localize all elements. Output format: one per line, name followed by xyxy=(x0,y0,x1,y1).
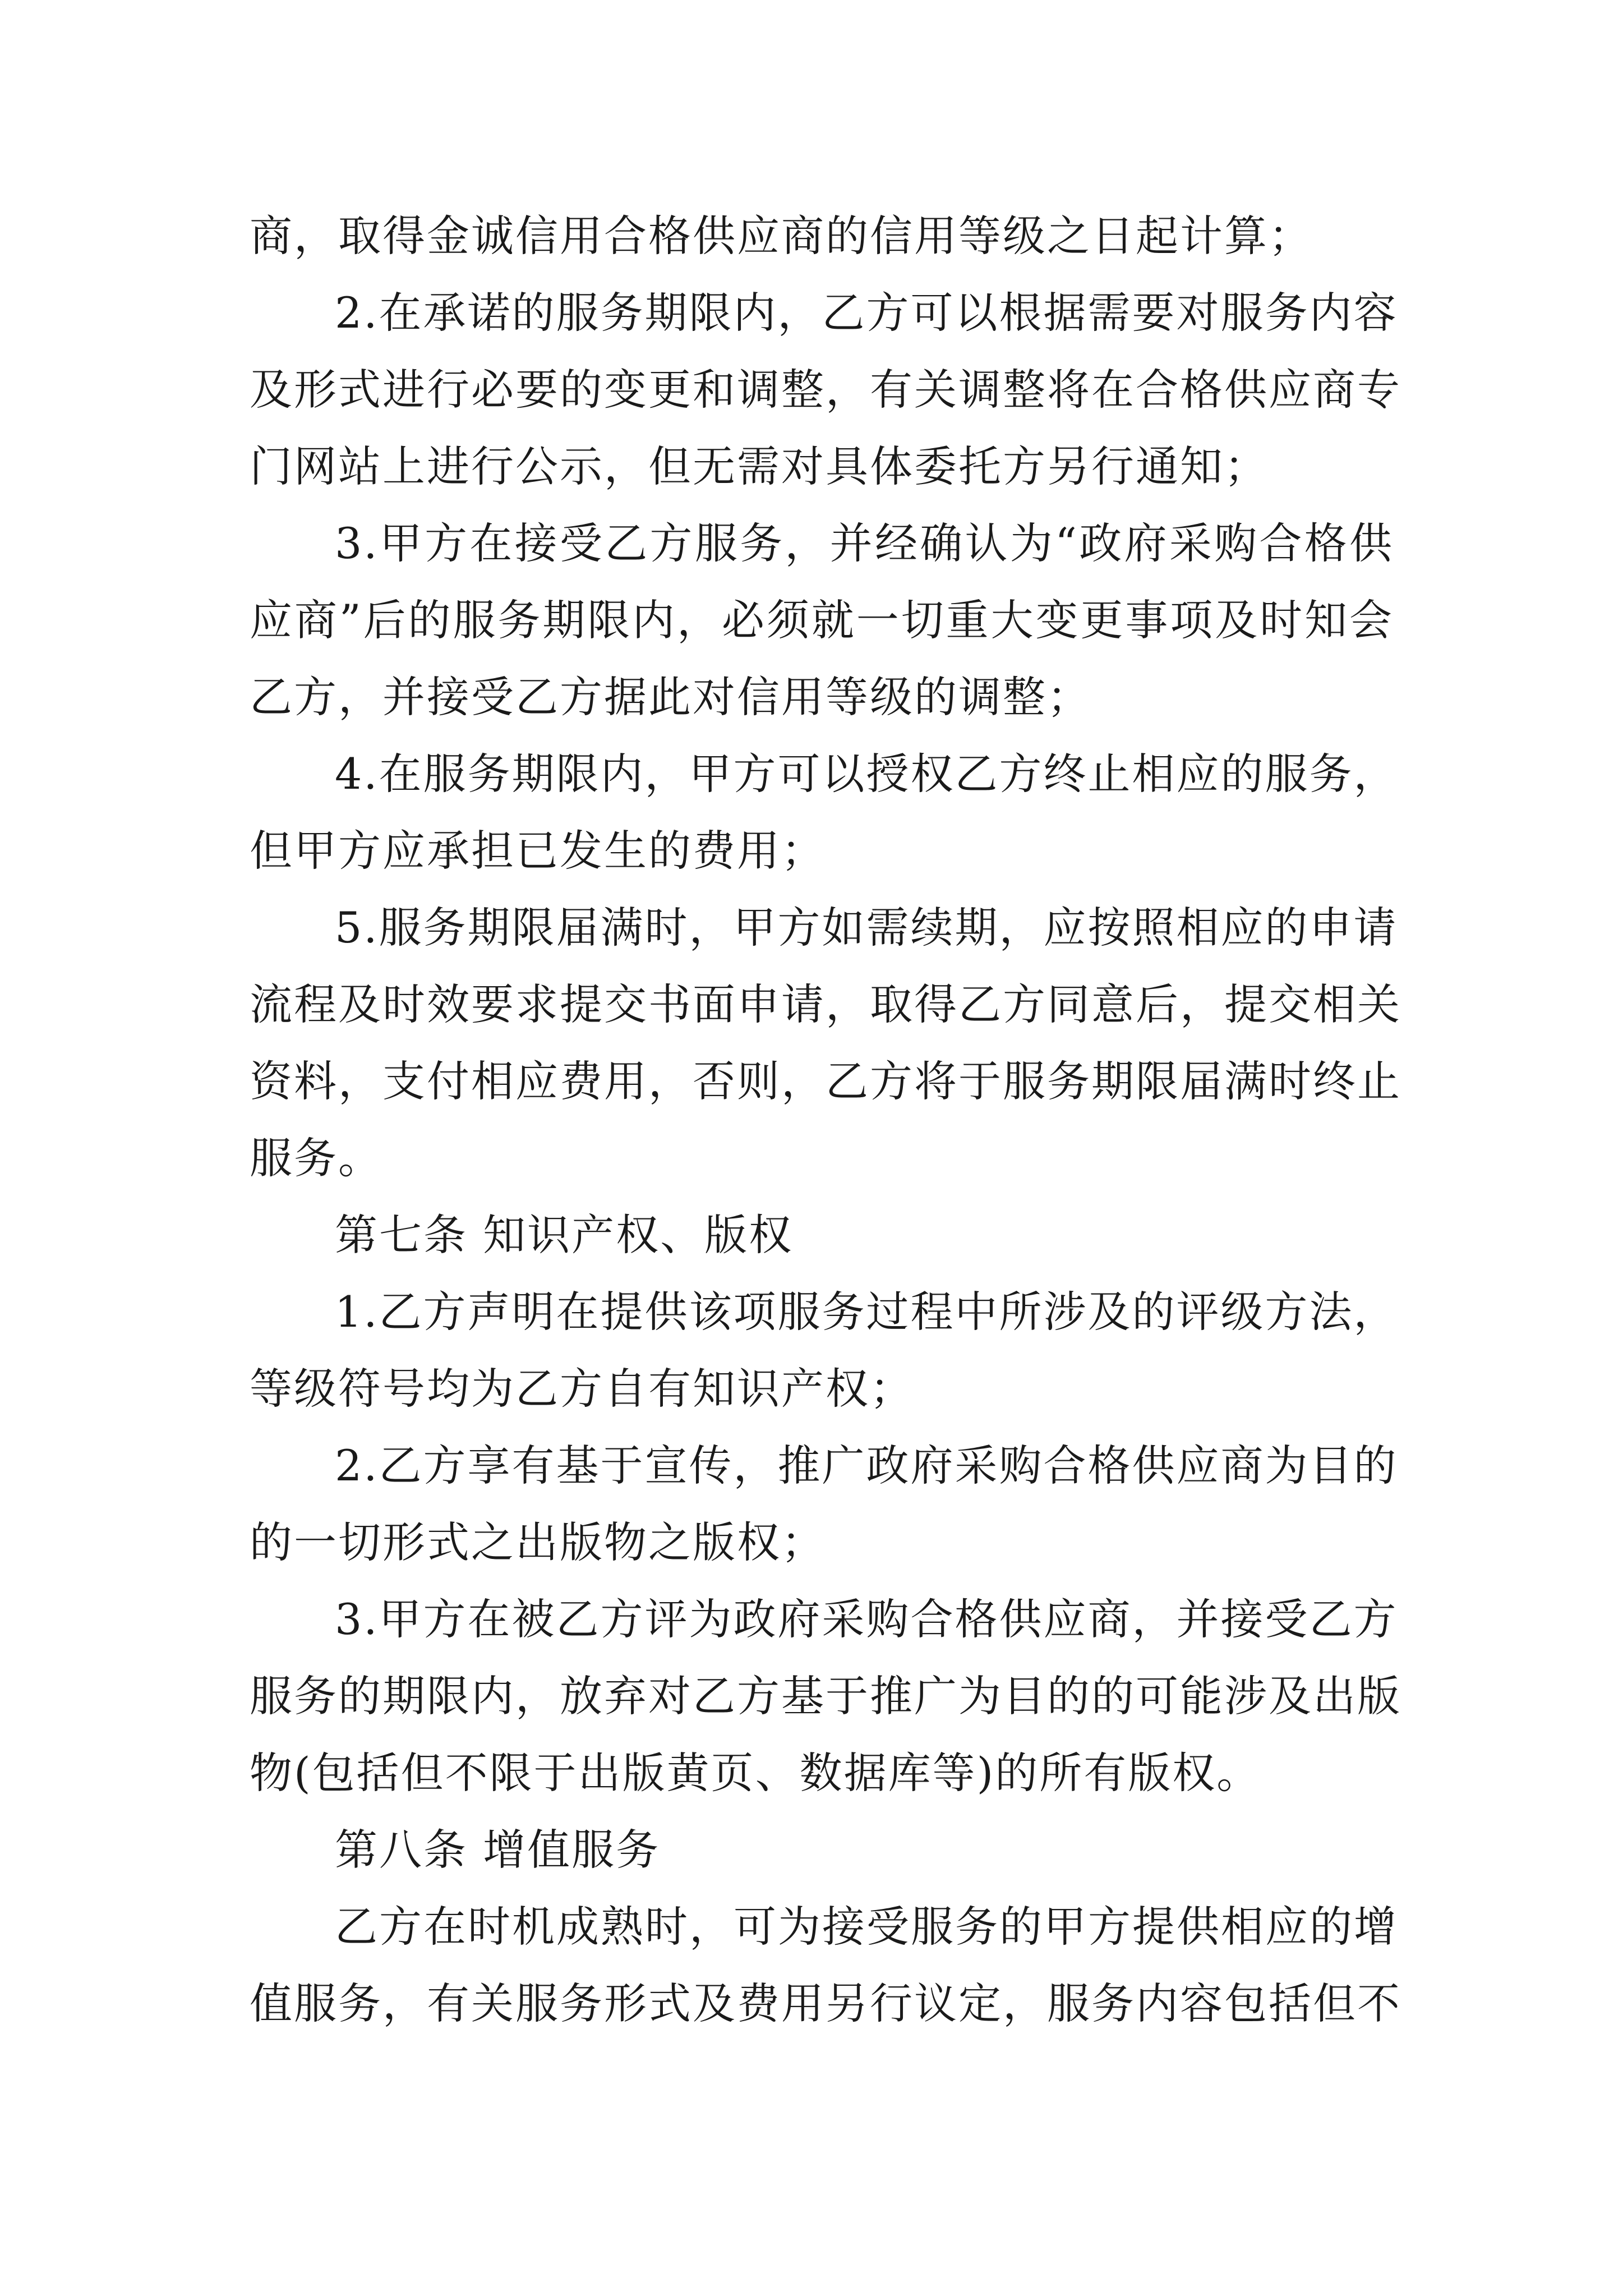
document-body xyxy=(250,197,1401,2042)
text-line: 及形式进行必要的变更和调整，有关调整将在合格供应商专 xyxy=(250,365,1401,415)
text-line: 服务的期限内，放弃对乙方基于推广为目的的可能涉及出版 xyxy=(250,1671,1401,1721)
text-line: 流程及时效要求提交书面申请，取得乙方同意后，提交相关 xyxy=(250,979,1401,1029)
text-line: 值服务，有关服务形式及费用另行议定，服务内容包括但不 xyxy=(250,1978,1401,2028)
text-line: 乙方在时机成熟时，可为接受服务的甲方提供相应的增 xyxy=(335,1902,1398,1952)
text-line: 1.乙方声明在提供该项服务过程中所涉及的评级方法， xyxy=(335,1287,1398,1337)
text-line: 5.服务期限届满时，甲方如需续期，应按照相应的申请 xyxy=(335,903,1398,953)
text-line: 应商”后的服务期限内，必须就一切重大变更事项及时知会 xyxy=(250,595,1394,645)
section-heading: 第八条 增值服务 xyxy=(335,1825,661,1875)
text-line: 物(包括但不限于出版黄页、数据库等)的所有版权。 xyxy=(250,1748,1261,1798)
text-line: 但甲方应承担已发生的费用； xyxy=(250,826,826,876)
text-line: 资料，支付相应费用，否则，乙方将于服务期限届满时终止 xyxy=(250,1056,1401,1106)
text-line: 等级符号均为乙方自有知识产权； xyxy=(250,1364,914,1414)
text-line: 的一切形式之出版物之版权； xyxy=(250,1517,826,1567)
text-line: 3.甲方在接受乙方服务，并经确认为“政府采购合格供 xyxy=(335,518,1394,568)
text-line: 门网站上进行公示，但无需对具体委托方另行通知； xyxy=(250,441,1269,491)
text-line: 2.乙方享有基于宣传，推广政府采购合格供应商为目的 xyxy=(335,1441,1398,1490)
text-line: 3.甲方在被乙方评为政府采购合格供应商，并接受乙方 xyxy=(335,1594,1398,1644)
text-line: 服务。 xyxy=(250,1133,382,1183)
text-line: 商，取得金诚信用合格供应商的信用等级之日起计算； xyxy=(250,211,1313,261)
text-line: 4.在服务期限内，甲方可以授权乙方终止相应的服务， xyxy=(335,749,1398,799)
section-heading: 第七条 知识产权、版权 xyxy=(335,1210,794,1260)
text-line: 2.在承诺的服务期限内，乙方可以根据需要对服务内容 xyxy=(335,288,1398,338)
text-line: 乙方，并接受乙方据此对信用等级的调整； xyxy=(250,672,1091,722)
